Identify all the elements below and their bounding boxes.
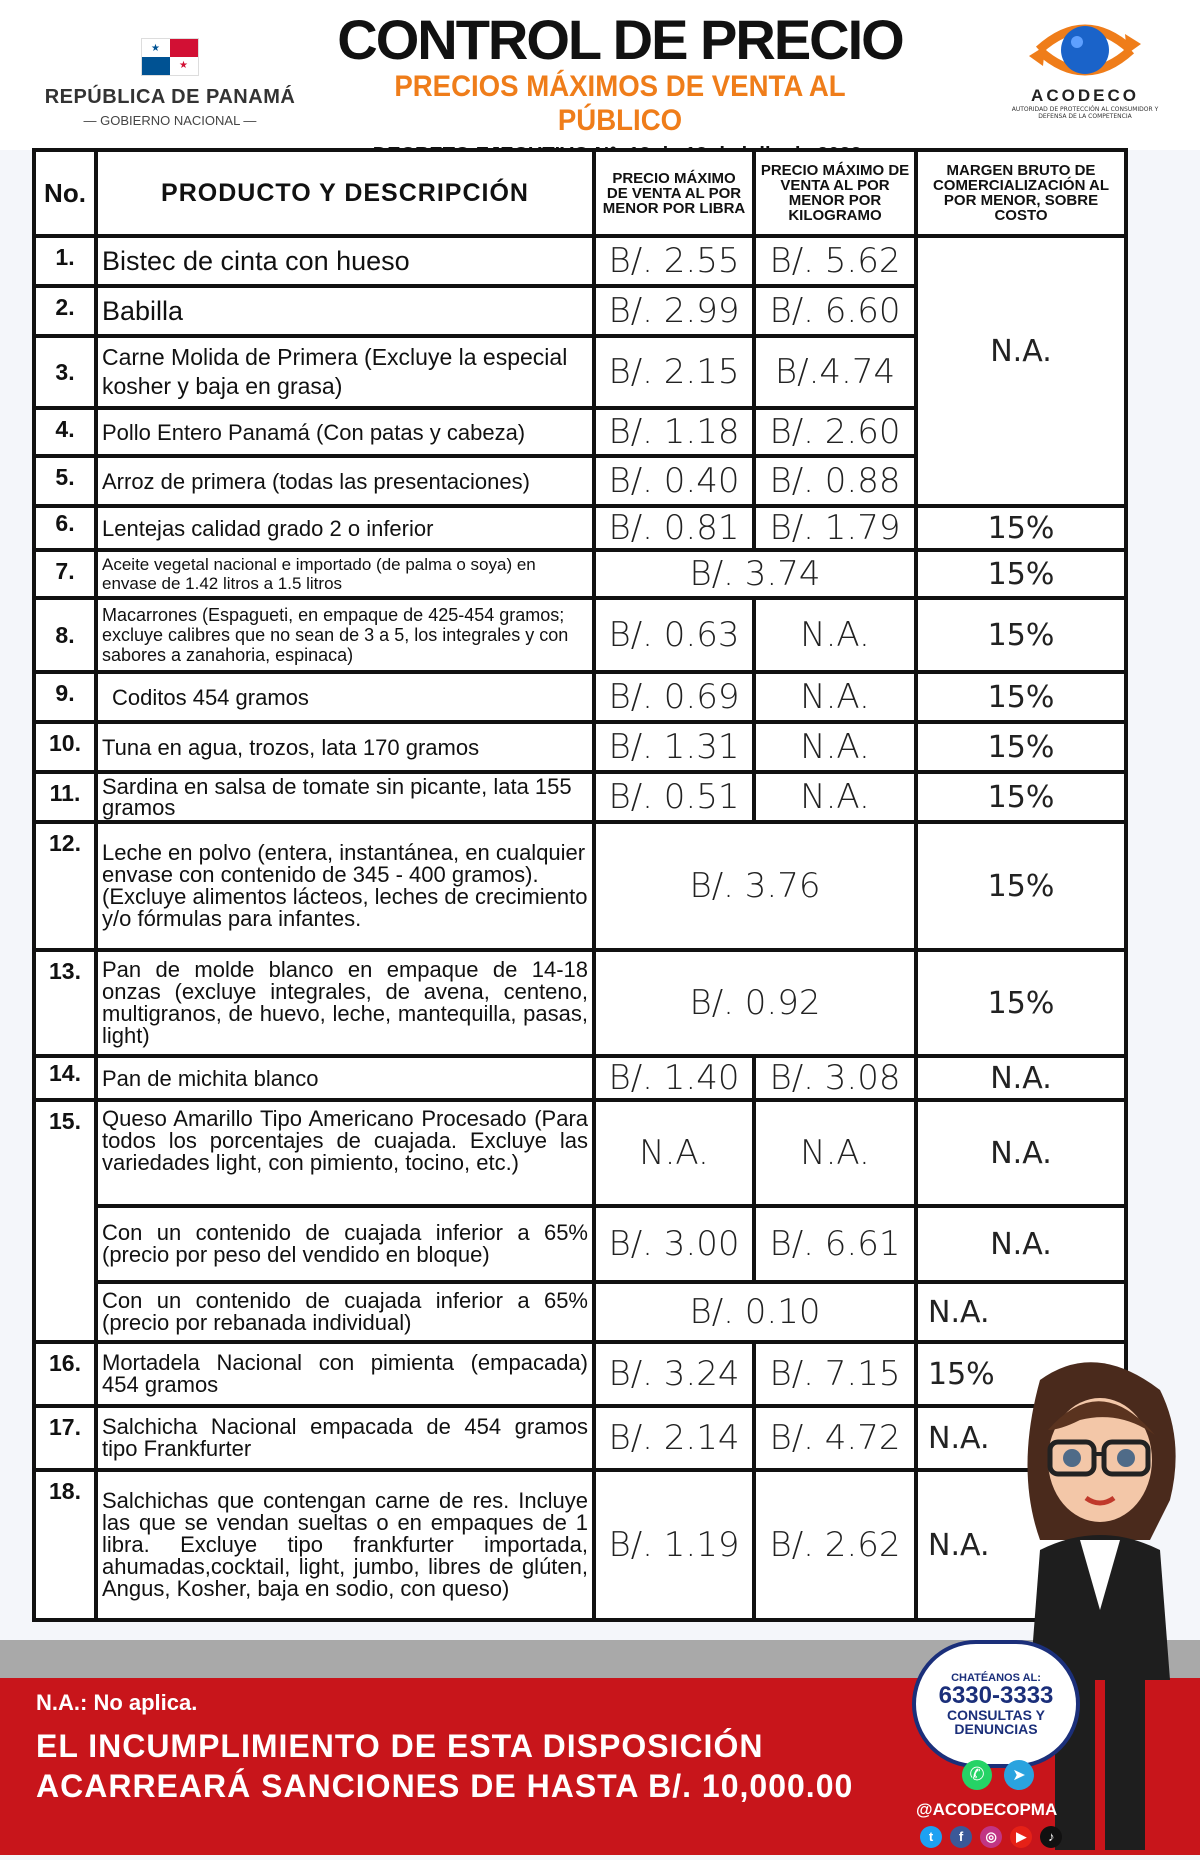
price-kg: B/. 6.60 bbox=[754, 286, 916, 336]
row-number: 17. bbox=[34, 1406, 96, 1470]
warning-line-2: ACARREARÁ SANCIONES DE HASTA B/. 10,000.00 bbox=[36, 1768, 854, 1804]
table-row bbox=[34, 950, 1126, 1056]
social-icons bbox=[920, 1826, 1065, 1848]
margin: 15% bbox=[916, 822, 1126, 950]
price-kg: B/. 0.88 bbox=[754, 456, 916, 506]
row-number: 5. bbox=[34, 456, 96, 506]
row-number: 3. bbox=[34, 336, 96, 408]
table-row bbox=[34, 1282, 1126, 1342]
table-row bbox=[34, 550, 1126, 598]
price-kg: B/.4.74 bbox=[754, 336, 916, 408]
price-lb: B/. 3.00 bbox=[594, 1206, 754, 1282]
row-number: 1. bbox=[34, 236, 96, 286]
row-number: 14. bbox=[34, 1056, 96, 1100]
row-description: Leche en polvo (entera, instantánea, en cualquier envase con contenido de 345 - 400 gramos). (Excluye alimentos lácteos, leches de crecimiento y/o fórmulas para infantes. bbox=[96, 822, 594, 950]
price-kg: B/. 3.08 bbox=[754, 1056, 916, 1100]
table-row bbox=[34, 1470, 1126, 1620]
margin: 15% bbox=[916, 550, 1126, 598]
acodeco-eye-icon bbox=[1025, 14, 1145, 86]
sanction-warning bbox=[36, 1726, 856, 1806]
instagram-icon[interactable]: ◎ bbox=[980, 1826, 1002, 1848]
margin: N.A. bbox=[916, 1282, 1126, 1342]
price-combined: B/. 0.10 bbox=[594, 1282, 916, 1342]
row-number: 2. bbox=[34, 286, 96, 336]
header-product: PRODUCTO Y DESCRIPCIÓN bbox=[96, 150, 594, 236]
row-description: Tuna en agua, trozos, lata 170 gramos bbox=[96, 722, 594, 772]
margin: N.A. bbox=[916, 1470, 1126, 1620]
price-lb: B/. 2.14 bbox=[594, 1406, 754, 1470]
margin: 15% bbox=[916, 598, 1126, 672]
page-subtitle: PRECIOS MÁXIMOS DE VENTA AL PÚBLICO bbox=[394, 70, 846, 137]
price-lb: B/. 1.40 bbox=[594, 1056, 754, 1100]
row-number: 4. bbox=[34, 408, 96, 456]
table-row bbox=[34, 236, 1126, 286]
row-description: Carne Molida de Primera (Excluye la especial kosher y baja en grasa) bbox=[96, 336, 594, 408]
header-price-kg: PRECIO MÁXIMO DE VENTA AL POR MENOR POR KILOGRAMO bbox=[754, 150, 916, 236]
row-description: Aceite vegetal nacional e importado (de palma o soya) en envase de 1.42 litros a 1.5 litros bbox=[96, 550, 594, 598]
price-lb: B/. 0.69 bbox=[594, 672, 754, 722]
price-lb: B/. 3.24 bbox=[594, 1342, 754, 1406]
row-description: Con un contenido de cuajada inferior a 65% (precio por peso del vendido en bloque) bbox=[96, 1206, 594, 1282]
row-number: 12. bbox=[34, 822, 96, 950]
price-lb: B/. 0.51 bbox=[594, 772, 754, 822]
price-kg: N.A. bbox=[754, 598, 916, 672]
table-row bbox=[34, 722, 1126, 772]
telegram-icon[interactable]: ➤ bbox=[1004, 1760, 1034, 1790]
gov-subtitle: — GOBIERNO NACIONAL — bbox=[83, 113, 257, 128]
margin: 15% bbox=[916, 950, 1126, 1056]
table-row bbox=[34, 1206, 1126, 1282]
table-row bbox=[34, 506, 1126, 550]
row-description: Mortadela Nacional con pimienta (empacada) 454 gramos bbox=[96, 1342, 594, 1406]
price-lb: B/. 0.63 bbox=[594, 598, 754, 672]
price-kg: N.A. bbox=[754, 772, 916, 822]
row-number: 6. bbox=[34, 506, 96, 550]
table-row bbox=[34, 1100, 1126, 1206]
price-kg: B/. 7.15 bbox=[754, 1342, 916, 1406]
price-lb: B/. 1.19 bbox=[594, 1470, 754, 1620]
price-lb: B/. 0.40 bbox=[594, 456, 754, 506]
contact-line-1: CONSULTAS Y bbox=[946, 1707, 1045, 1723]
row-number: 15. bbox=[34, 1100, 96, 1342]
warning-line-1: EL INCUMPLIMIENTO DE ESTA DISPOSICIÓN bbox=[36, 1728, 764, 1764]
price-lb: B/. 1.31 bbox=[594, 722, 754, 772]
price-kg: B/. 4.72 bbox=[754, 1406, 916, 1470]
row-description: Lentejas calidad grado 2 o inferior bbox=[96, 506, 594, 550]
row-number: 16. bbox=[34, 1342, 96, 1406]
row-description: Salchicha Nacional empacada de 454 gramos tipo Frankfurter bbox=[96, 1406, 594, 1470]
margin-group: N.A. bbox=[916, 236, 1126, 506]
price-lb: B/. 2.55 bbox=[594, 236, 754, 286]
gov-name: REPÚBLICA DE PANAMÁ bbox=[44, 86, 296, 108]
price-lb: N.A. bbox=[594, 1100, 754, 1206]
price-lb: B/. 0.81 bbox=[594, 506, 754, 550]
page-title: CONTROL DE PRECIO bbox=[337, 8, 903, 71]
margin: 15% bbox=[916, 772, 1126, 822]
row-description: Queso Amarillo Tipo Americano Procesado (Para todos los porcentajes de cuajada. Excluye las variedades light, con pimiento, tocino, etc.) bbox=[96, 1100, 594, 1206]
row-description: Sardina en salsa de tomate sin picante, lata 155 gramos bbox=[96, 772, 594, 822]
table-row bbox=[34, 772, 1126, 822]
row-number: 7. bbox=[34, 550, 96, 598]
row-description: Con un contenido de cuajada inferior a 65% (precio por rebanada individual) bbox=[96, 1282, 594, 1342]
table-row bbox=[34, 1406, 1126, 1470]
header-price-lb: PRECIO MÁXIMO DE VENTA AL POR MENOR POR LIBRA bbox=[594, 150, 754, 236]
tiktok-icon[interactable]: ♪ bbox=[1040, 1826, 1062, 1848]
table-row bbox=[34, 1056, 1126, 1100]
price-kg: B/. 1.79 bbox=[754, 506, 916, 550]
table-row bbox=[34, 1342, 1126, 1406]
price-lb: B/. 1.18 bbox=[594, 408, 754, 456]
row-number: 8. bbox=[34, 598, 96, 672]
phone-number[interactable]: 6330-3333 bbox=[938, 1682, 1054, 1709]
acodeco-logo bbox=[1010, 14, 1160, 120]
row-description: Pan de molde blanco en empaque de 14-18 onzas (excluye integrales, de avena, centeno, multigranos, de huevo, leche, mantequilla, pasas, light) bbox=[96, 950, 594, 1056]
price-lb: B/. 2.15 bbox=[594, 336, 754, 408]
price-kg: N.A. bbox=[754, 722, 916, 772]
price-table bbox=[32, 148, 1128, 1622]
margin: N.A. bbox=[916, 1206, 1126, 1282]
row-number: 13. bbox=[34, 950, 96, 1056]
row-description: Pollo Entero Panamá (Con patas y cabeza) bbox=[96, 408, 594, 456]
margin: N.A. bbox=[916, 1406, 1126, 1470]
youtube-icon[interactable]: ▶ bbox=[1010, 1826, 1032, 1848]
margin: N.A. bbox=[916, 1056, 1126, 1100]
margin: 15% bbox=[916, 722, 1126, 772]
row-description: Salchichas que contengan carne de res. Incluye las que se vendan sueltas o en empaques de 1 libra. Excluye tipo frankfurter importada, ahumadas,cocktail, light, jumbo, libres de glúten, Angus, Kosher, baja en sodio, con queso) bbox=[96, 1470, 594, 1620]
price-kg: B/. 5.62 bbox=[754, 236, 916, 286]
row-number: 11. bbox=[34, 772, 96, 822]
margin: N.A. bbox=[916, 1100, 1126, 1206]
row-description: Macarrones (Espagueti, en empaque de 425-454 gramos; excluye calibres que no sean de 3 a 5, los integrales y con sabores a zanahoria, espinaca) bbox=[96, 598, 594, 672]
price-kg: N.A. bbox=[754, 672, 916, 722]
na-note: N.A.: No aplica. bbox=[36, 1690, 198, 1715]
table-row bbox=[34, 822, 1126, 950]
row-description: Arroz de primera (todas las presentaciones) bbox=[96, 456, 594, 506]
price-combined: B/. 0.92 bbox=[594, 950, 916, 1056]
margin: 15% bbox=[916, 1342, 1126, 1406]
social-handle[interactable]: @ACODECOPMA bbox=[916, 1800, 1058, 1819]
row-description: Coditos 454 gramos bbox=[96, 672, 594, 722]
row-description: Bistec de cinta con hueso bbox=[96, 236, 594, 286]
row-description: Pan de michita blanco bbox=[96, 1056, 594, 1100]
row-description: Babilla bbox=[96, 286, 594, 336]
header bbox=[0, 0, 1200, 150]
logo-subtitle: AUTORIDAD DE PROTECCIÓN AL CONSUMIDOR Y DEFENSA DE LA COMPETENCIA bbox=[1011, 106, 1159, 120]
price-kg: B/. 2.60 bbox=[754, 408, 916, 456]
price-combined: B/. 3.74 bbox=[594, 550, 916, 598]
row-number: 10. bbox=[34, 722, 96, 772]
row-number: 18. bbox=[34, 1470, 96, 1620]
facebook-icon[interactable]: f bbox=[950, 1826, 972, 1848]
row-number: 9. bbox=[34, 672, 96, 722]
price-lb: B/. 2.99 bbox=[594, 286, 754, 336]
panama-flag-icon: ★ ★ bbox=[141, 38, 199, 76]
table-row bbox=[34, 672, 1126, 722]
table-row bbox=[34, 598, 1126, 672]
price-kg: N.A. bbox=[754, 1100, 916, 1206]
header-margin: MARGEN BRUTO DE COMERCIALIZACIÓN AL POR MENOR, SOBRE COSTO bbox=[916, 150, 1126, 236]
header-no: No. bbox=[34, 150, 96, 236]
contact-line-2: DENUNCIAS bbox=[954, 1721, 1038, 1737]
price-combined: B/. 3.76 bbox=[594, 822, 916, 950]
contact-badge bbox=[912, 1640, 1080, 1768]
margin: 15% bbox=[916, 506, 1126, 550]
margin: 15% bbox=[916, 672, 1126, 722]
twitter-icon[interactable]: t bbox=[920, 1826, 942, 1848]
government-branding bbox=[40, 38, 300, 128]
whatsapp-icon[interactable]: ✆ bbox=[962, 1760, 992, 1790]
table-header-row bbox=[34, 150, 1126, 236]
title-block bbox=[320, 10, 920, 167]
chat-label: CHATÉANOS AL: bbox=[951, 1672, 1041, 1684]
price-kg: B/. 2.62 bbox=[754, 1470, 916, 1620]
logo-name: ACODECO bbox=[1031, 86, 1139, 105]
price-kg: B/. 6.61 bbox=[754, 1206, 916, 1282]
